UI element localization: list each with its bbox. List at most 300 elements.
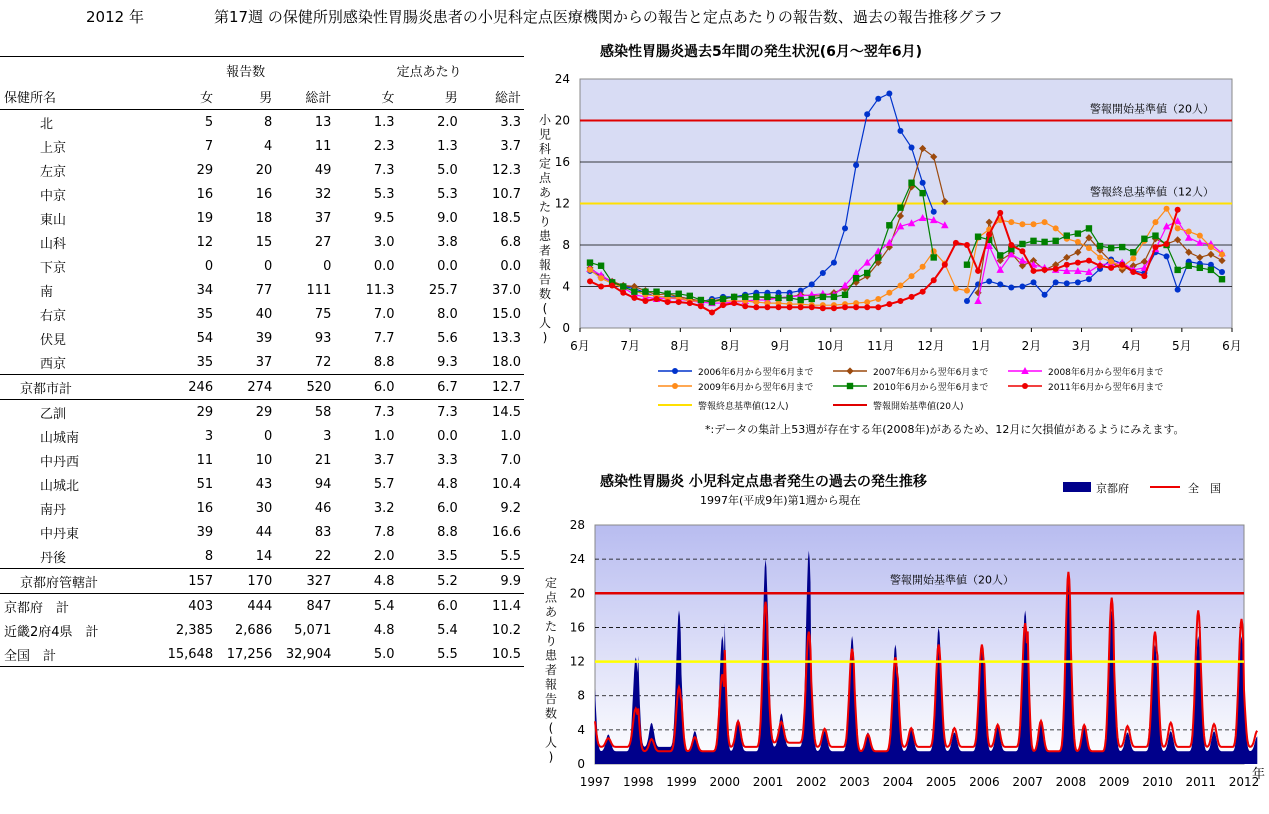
row-label: 右京 (40, 308, 67, 324)
table-row (0, 424, 524, 448)
table-cell: 8.8 (373, 354, 395, 370)
chart1-point (1064, 232, 1070, 238)
chart1-point (809, 296, 815, 302)
chart1-point (665, 299, 671, 305)
chart1-point (742, 294, 748, 300)
chart1-point (642, 288, 648, 294)
chart1-ylabel-char: 児 (538, 127, 552, 142)
table-cell: 10 (255, 452, 273, 468)
table-cell: 20 (255, 162, 273, 178)
chart1-x-tick: 8月 (670, 339, 691, 353)
chart1-x-tick: 7月 (620, 339, 640, 353)
table-row (0, 544, 524, 569)
table-cell: 58 (314, 404, 332, 420)
chart1-point (1130, 255, 1136, 261)
chart1-x-tick: 11月 (867, 339, 895, 353)
chart1-point (1130, 249, 1136, 255)
chart1-point (1141, 236, 1147, 242)
chart1-y-tick: 0 (562, 321, 570, 335)
chart2-x-tick: 1997 (579, 775, 611, 789)
chart1-point (997, 210, 1003, 216)
chart1-point (886, 91, 892, 97)
table-cell: 12 (196, 234, 214, 250)
row-label: 全国 計 (4, 648, 57, 664)
table-cell: 3.7 (500, 138, 521, 154)
table-cell: 4.8 (373, 622, 395, 638)
table-cell: 3.7 (373, 452, 395, 468)
chart2-x-tick: 2006 (969, 775, 1000, 789)
chart1-point (1052, 238, 1058, 244)
row-label: 南 (40, 284, 54, 300)
chart2-threshold-label: 警報開始基準値（20人） (890, 573, 1014, 587)
chart1-point (1075, 260, 1081, 266)
table-cell: 7.0 (373, 306, 395, 322)
chart2-y-tick: 24 (569, 552, 585, 567)
chart1-point (1152, 244, 1158, 250)
chart1-point (1175, 287, 1181, 293)
table-row (0, 182, 524, 206)
table-row (0, 326, 524, 350)
chart1-point (1108, 265, 1114, 271)
table-cell: 5.4 (437, 622, 458, 638)
legend-label: 2007年6月から翌年6月まで (873, 368, 989, 378)
row-label: 中京 (40, 188, 67, 204)
chart1-point (986, 278, 992, 284)
table-cell: 8.8 (437, 524, 458, 540)
chart1-point (853, 162, 859, 168)
table-cell: 5.4 (373, 598, 395, 614)
chart2-x-tick: 2007 (1012, 775, 1043, 789)
table-cell: 7.8 (373, 524, 395, 540)
table-cell: 2.0 (373, 548, 395, 564)
table-cell: 5.3 (437, 186, 458, 202)
chart2-ylabel-char: 告 (544, 692, 558, 706)
chart1-point (997, 252, 1003, 258)
chart2-ylabel-char: ) (548, 750, 554, 764)
chart2-x-tick: 2000 (709, 775, 741, 789)
table-cell: 30 (255, 500, 273, 516)
report-year: 2012 年 (86, 8, 144, 26)
chart1-y-tick: 24 (554, 72, 570, 86)
chart1-point (598, 275, 604, 281)
table-cell: 10.2 (492, 622, 521, 638)
table-column-header-row (0, 83, 524, 110)
table-cell: 32 (314, 186, 332, 202)
chart1-point (886, 290, 892, 296)
chart1-point (742, 303, 748, 309)
table-cell: 0.0 (373, 258, 395, 274)
table-cell: 16.6 (492, 524, 521, 540)
chart1-ylabel-char: 患 (538, 229, 552, 243)
chart1-point (631, 295, 637, 301)
table-cell: 5,071 (294, 622, 332, 638)
chart1-point (1208, 244, 1214, 250)
table-cell: 22 (314, 548, 332, 564)
row-label: 南丹 (40, 502, 67, 518)
table-row (0, 569, 524, 594)
chart2-ylabel-char: 報 (544, 677, 558, 692)
chart1-point (1064, 280, 1070, 286)
chart1-ylabel-char: ) (542, 330, 548, 345)
table-group-header-row (0, 57, 524, 84)
chart1-point (720, 302, 726, 308)
chart1-ylabel-char: 報 (538, 258, 552, 272)
legend-label: 2006年6月から翌年6月まで (698, 368, 814, 378)
table-cell: 25.7 (428, 282, 458, 298)
table-row (0, 302, 524, 326)
legend-label: 2009年6月から翌年6月まで (698, 383, 814, 393)
table-cell: 3 (323, 428, 332, 444)
table-cell: 29 (196, 404, 214, 420)
table-row (0, 350, 524, 375)
chart1-x-tick: 12月 (917, 339, 945, 353)
chart1-point (886, 301, 892, 307)
table-cell: 32,904 (285, 646, 332, 662)
chart1-point (1075, 239, 1081, 245)
chart2-ylabel-char: り (544, 634, 558, 648)
row-label: 京都市計 (20, 381, 73, 397)
chart1-point (1130, 269, 1136, 275)
table-cell: 4 (263, 138, 273, 154)
chart1-point (964, 262, 970, 268)
chart1-point (1119, 262, 1125, 268)
chart1-point (1186, 263, 1192, 269)
chart1-point (953, 240, 959, 246)
table-cell: 12.3 (492, 162, 521, 178)
table-cell: 11.3 (365, 282, 395, 298)
chart1-ylabel-char: 定 (538, 156, 552, 171)
chart1-point (931, 209, 937, 215)
chart1-point (797, 297, 803, 303)
table-cell: 7.3 (373, 162, 395, 178)
row-label: 左京 (40, 164, 67, 180)
chart1-x-tick: 2月 (1021, 339, 1042, 353)
chart1-point (820, 294, 826, 300)
chart1-point (864, 304, 870, 310)
chart2-x-unit: 年 (1252, 767, 1265, 782)
chart1-point (687, 293, 693, 299)
table-cell: 0 (263, 428, 273, 444)
table-row (0, 375, 524, 400)
chart1-point (975, 234, 981, 240)
table-cell: 157 (188, 573, 214, 589)
chart1-point (1174, 267, 1180, 273)
table-cell: 2,686 (235, 622, 273, 638)
chart1-ylabel-char: 点 (538, 171, 552, 185)
table-cell: 12.7 (492, 379, 521, 395)
five-year-chart (530, 36, 1250, 446)
legend-marker (1022, 383, 1028, 389)
chart1-point (631, 288, 637, 294)
chart2-y-tick: 16 (569, 620, 585, 635)
chart1-point (964, 288, 970, 294)
table-cell: 35 (196, 354, 214, 370)
table-cell: 8 (263, 114, 273, 130)
chart1-point (897, 298, 903, 304)
chart1-point (886, 222, 892, 228)
legend-marker (846, 367, 853, 374)
table-row (0, 496, 524, 520)
table-cell: 16 (196, 500, 214, 516)
table-cell: 403 (188, 598, 214, 614)
chart1-x-tick: 8月 (720, 339, 741, 353)
chart1-point (1164, 241, 1170, 247)
table-cell: 29 (196, 162, 214, 178)
table-cell: 6.8 (500, 234, 521, 250)
row-label: 丹後 (40, 550, 67, 566)
table-cell: 11.4 (492, 598, 521, 614)
chart1-point (1075, 279, 1081, 285)
chart1-x-tick: 5月 (1172, 339, 1192, 353)
table-row (0, 594, 524, 619)
chart1-ylabel-char: た (538, 200, 552, 214)
table-cell: 2,385 (175, 622, 214, 638)
table-cell: 5.0 (437, 162, 458, 178)
table-cell: 3.3 (500, 114, 521, 130)
chart2-x-tick: 2001 (752, 775, 784, 789)
chart1-point (1008, 242, 1014, 248)
chart1-point (1075, 230, 1081, 236)
table-cell: 5.3 (373, 186, 395, 202)
table-cell: 0 (323, 258, 332, 274)
table-cell: 10.7 (492, 186, 521, 202)
chart2-ylabel-char: 者 (544, 663, 558, 677)
chart1-point (676, 299, 682, 305)
chart1-point (820, 305, 826, 311)
table-cell: 18.0 (492, 354, 521, 370)
table-cell: 34 (196, 282, 214, 298)
table-cell: 72 (314, 354, 332, 370)
row-label: 伏見 (40, 332, 67, 348)
legend-swatch-kyoto (1063, 482, 1091, 492)
chart1-point (920, 180, 926, 186)
row-label: 下京 (40, 260, 67, 276)
chart1-point (1019, 221, 1025, 227)
legend-label: 全 国 (1188, 482, 1221, 495)
chart1-point (864, 111, 870, 117)
table-cell: 8.0 (437, 306, 458, 322)
chart2-y-tick: 12 (569, 654, 585, 669)
table-row (0, 618, 524, 642)
chart1-y-tick: 8 (562, 238, 570, 252)
table-cell: 35 (196, 306, 214, 322)
chart1-ylabel-char: 数 (538, 287, 552, 301)
chart1-point (997, 281, 1003, 287)
table-cell: 27 (314, 234, 332, 250)
chart1-point (1086, 258, 1092, 264)
chart2-ylabel-char: 人 (544, 735, 558, 750)
chart1-point (1008, 285, 1014, 291)
chart1-x-tick: 10月 (817, 339, 845, 353)
chart1-point (897, 282, 903, 288)
chart1-point (587, 267, 593, 273)
table-cell: 94 (314, 476, 332, 492)
chart1-point (620, 283, 626, 289)
legend-marker (672, 368, 678, 374)
row-label: 山城南 (40, 430, 80, 446)
column-header-total-per-sentinel: 総計 (494, 90, 521, 106)
row-label: 山科 (40, 236, 67, 252)
legend-marker (847, 383, 853, 389)
chart1-point (909, 144, 915, 150)
table-cell: 29 (255, 404, 273, 420)
chart2-y-tick: 0 (577, 757, 585, 771)
chart2-x-tick: 1999 (666, 775, 697, 789)
table-cell: 83 (314, 524, 332, 540)
chart2-background (595, 525, 1244, 764)
chart1-point (831, 305, 837, 311)
chart2-x-tick: 2011 (1185, 775, 1217, 789)
legend-marker (672, 383, 678, 389)
chart1-x-tick: 3月 (1071, 339, 1092, 353)
table-cell: 14 (255, 548, 273, 564)
chart1-plot-area (539, 72, 1242, 353)
chart1-point (1041, 239, 1047, 245)
row-label: 山城北 (40, 478, 80, 494)
chart2-title: 感染性胃腸炎 小児科定点患者発生の過去の発生推移 (600, 474, 927, 490)
table-row (0, 230, 524, 254)
chart1-point (731, 294, 737, 300)
row-label: 東山 (40, 212, 67, 228)
chart1-point (919, 190, 925, 196)
chart1-point (764, 304, 770, 310)
chart1-point (654, 296, 660, 302)
table-cell: 49 (314, 162, 332, 178)
chart1-point (1219, 251, 1225, 257)
table-cell: 1.3 (437, 138, 458, 154)
chart1-point (864, 299, 870, 305)
chart1-point (1208, 267, 1214, 273)
chart1-x-tick: 6月 (570, 339, 590, 353)
chart1-point (820, 270, 826, 276)
table-cell: 9.3 (437, 354, 458, 370)
chart1-point (1141, 273, 1147, 279)
chart1-point (1108, 259, 1114, 265)
chart1-point (897, 204, 903, 210)
chart2-x-tick: 2012 (1228, 775, 1260, 789)
chart1-point (875, 296, 881, 302)
chart2-ylabel-char: た (544, 619, 558, 634)
chart1-point (1031, 268, 1037, 274)
chart1-point (831, 294, 837, 300)
chart1-point (897, 128, 903, 134)
table-cell: 15.0 (492, 306, 521, 322)
table-cell: 7.3 (437, 404, 458, 420)
chart1-y-tick: 16 (554, 155, 570, 169)
chart1-point (909, 273, 915, 279)
table-cell: 1.3 (373, 114, 395, 130)
table-cell: 40 (255, 306, 273, 322)
chart1-point (698, 303, 704, 309)
table-cell: 2.3 (373, 138, 395, 154)
table-cell: 6.0 (437, 500, 458, 516)
chart1-point (1197, 233, 1203, 239)
table-cell: 0.0 (437, 428, 458, 444)
chart1-point (1086, 225, 1092, 231)
chart1-point (1164, 253, 1170, 259)
chart1-ylabel-char: 小 (538, 113, 552, 127)
table-cell: 0 (263, 258, 273, 274)
chart1-point (609, 282, 615, 288)
chart2-x-tick: 2003 (839, 775, 870, 789)
column-header-total-reports: 総計 (305, 90, 332, 106)
table-cell: 274 (247, 379, 273, 395)
chart1-point (1097, 263, 1103, 269)
table-cell: 7.3 (373, 404, 395, 420)
table-cell: 17,256 (226, 646, 273, 662)
chart1-y-tick: 4 (562, 279, 570, 294)
chart1-point (687, 300, 693, 306)
chart1-point (1053, 279, 1059, 285)
chart2-x-tick: 2010 (1142, 775, 1173, 789)
chart2-ylabel-char: ( (548, 721, 554, 735)
chart1-point (676, 291, 682, 297)
chart1-point (1152, 219, 1158, 225)
chart1-ylabel-char: 者 (538, 243, 552, 258)
chart1-point (798, 304, 804, 310)
table-cell: 1.0 (500, 428, 521, 444)
table-cell: 7.7 (373, 330, 395, 346)
table-cell: 37 (314, 210, 332, 226)
table-cell: 5.0 (373, 646, 395, 662)
table-cell: 11 (314, 138, 332, 154)
chart2-ylabel-char: 患 (544, 648, 558, 663)
chart1-point (1164, 206, 1170, 212)
chart1-point (787, 304, 793, 310)
column-header-male-reports: 男 (259, 90, 273, 106)
chart1-point (587, 278, 593, 284)
chart1-point (931, 277, 937, 283)
table-row (0, 520, 524, 544)
chart2-x-tick: 2008 (1055, 775, 1087, 789)
chart1-ylabel-char: 人 (538, 316, 552, 330)
chart1-point (1197, 265, 1203, 271)
chart1-point (1097, 243, 1103, 249)
table-cell: 7.0 (500, 452, 521, 468)
table-cell: 3.5 (437, 548, 458, 564)
table-cell: 4.8 (437, 476, 458, 492)
chart1-point (642, 298, 648, 304)
chart2-x-tick: 2002 (796, 775, 827, 789)
legend-label: 2010年6月から翌年6月まで (873, 383, 989, 393)
table-cell: 43 (255, 476, 273, 492)
row-label: 京都府 計 (4, 600, 70, 616)
chart1-point (620, 290, 626, 296)
chart1-point (920, 264, 926, 270)
chart1-point (1086, 276, 1092, 282)
chart1-point (853, 304, 859, 310)
chart1-point (1086, 245, 1092, 251)
table-cell: 6.7 (437, 379, 458, 395)
table-cell: 3.2 (373, 500, 395, 516)
table-cell: 9.5 (373, 210, 395, 226)
chart1-point (875, 254, 881, 260)
table-cell: 13.3 (492, 330, 521, 346)
table-row (0, 642, 524, 667)
row-label: 近畿2府4県 計 (4, 624, 99, 640)
chart1-point (964, 298, 970, 304)
chart1-point (875, 304, 881, 310)
chart1-legend (658, 366, 1163, 412)
table-row (0, 448, 524, 472)
table-cell: 5.5 (437, 646, 458, 662)
chart2-plot-area (545, 518, 1265, 789)
chart2-ylabel-char: 数 (544, 706, 558, 721)
chart1-point (1019, 248, 1025, 254)
table-cell: 3 (204, 428, 214, 444)
table-cell: 170 (247, 573, 273, 589)
chart2-x-tick: 2004 (882, 775, 914, 789)
